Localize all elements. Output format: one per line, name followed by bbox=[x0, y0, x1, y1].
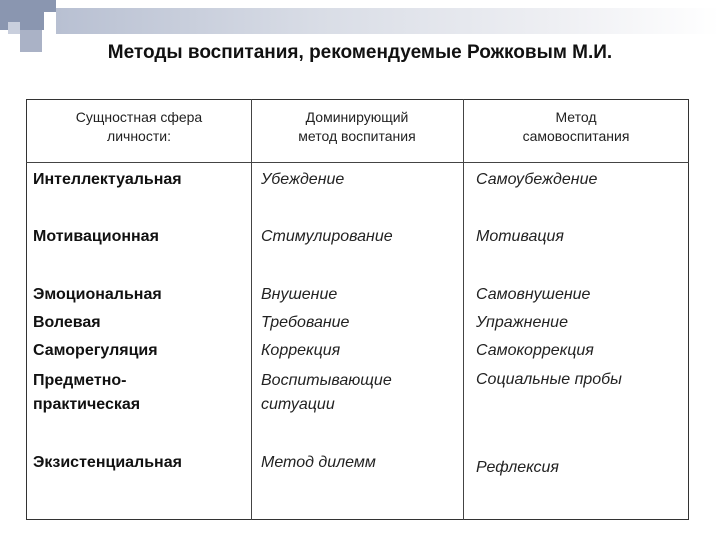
row-self-method: Самоубеждение bbox=[476, 171, 598, 188]
row-sphere: Эмоциональная bbox=[33, 286, 162, 303]
row-sphere-line1: Предметно- bbox=[33, 372, 127, 389]
row-self-method: Самокоррекция bbox=[476, 342, 594, 359]
row-self-method: Рефлексия bbox=[476, 459, 559, 476]
header-gradient-bar bbox=[56, 8, 720, 34]
header-sphere bbox=[30, 108, 248, 146]
row-dominant-method: Стимулирование bbox=[261, 228, 393, 245]
slide-title: Методы воспитания, рекомендуемые Рожковым М.И. bbox=[107, 42, 613, 63]
header-sphere-line1: Сущностная сфера bbox=[75, 109, 203, 125]
decor-square bbox=[44, 0, 56, 12]
row-dominant-method: Метод дилемм bbox=[261, 454, 376, 471]
row-self-method: Социальные пробы bbox=[476, 371, 622, 388]
row-self-method: Самовнушение bbox=[476, 286, 591, 303]
row-sphere: Волевая bbox=[33, 314, 101, 331]
row-dominant-method: Требование bbox=[261, 314, 350, 331]
header-dominant-line1: Доминирующий bbox=[305, 109, 409, 125]
header-self-line2: самовоспитания bbox=[522, 128, 630, 144]
decor-square bbox=[8, 22, 20, 34]
row-dominant-line1: Воспитывающие bbox=[261, 372, 392, 389]
header-dominant-method bbox=[254, 108, 460, 146]
row-dominant-method bbox=[261, 369, 392, 417]
row-sphere: Интеллектуальная bbox=[33, 171, 182, 188]
row-sphere: Саморегуляция bbox=[33, 342, 158, 359]
decor-square bbox=[0, 0, 44, 30]
row-dominant-method: Внушение bbox=[261, 286, 338, 303]
row-self-method: Упражнение bbox=[476, 314, 568, 331]
header-divider bbox=[26, 162, 689, 163]
row-dominant-method: Коррекция bbox=[261, 342, 341, 359]
header-sphere-line2: личности: bbox=[107, 128, 171, 144]
row-sphere bbox=[33, 369, 140, 417]
header-self-method bbox=[466, 108, 686, 146]
row-sphere-line2: практическая bbox=[33, 396, 141, 413]
row-sphere: Экзистенциальная bbox=[33, 454, 182, 471]
row-dominant-method: Убеждение bbox=[261, 171, 345, 188]
row-sphere: Мотивационная bbox=[33, 228, 159, 245]
row-self-method: Мотивация bbox=[476, 228, 564, 245]
row-dominant-line2: ситуации bbox=[261, 396, 335, 413]
header-dominant-line2: метод воспитания bbox=[298, 128, 416, 144]
header-self-line1: Метод bbox=[555, 109, 597, 125]
